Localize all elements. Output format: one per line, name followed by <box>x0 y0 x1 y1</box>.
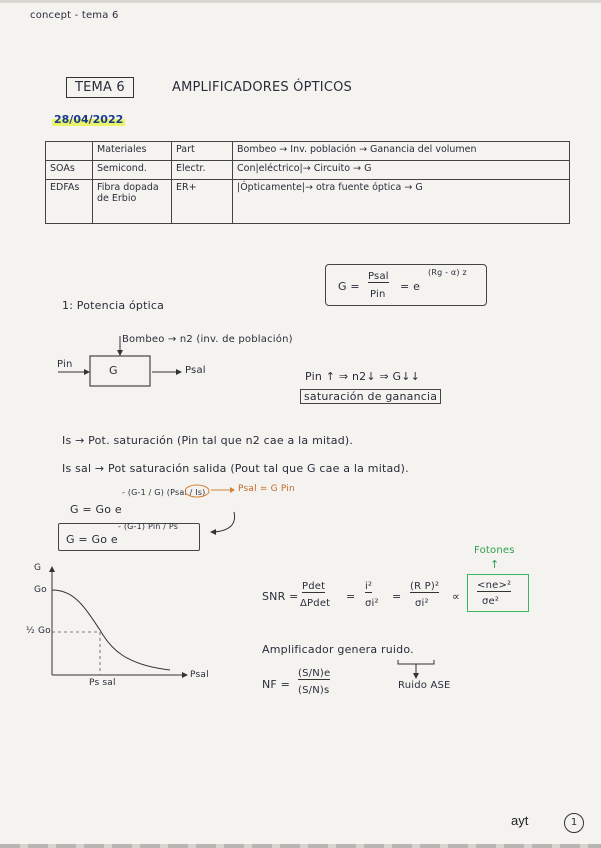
brace-arrowhead <box>413 673 419 679</box>
snr-boxed-num: <ne>² <box>477 580 512 591</box>
page-number: 1 <box>564 813 584 833</box>
diagram-gain: G <box>109 364 118 377</box>
date: 28/04/2022 <box>54 113 124 126</box>
table-header: Bombeo → Inv. población → Ganancia del volumen <box>233 142 570 161</box>
eq2-exp: - (G-1) Pin / Ps <box>118 522 179 531</box>
saturation-chain: Pin ↑ ⇒ n2↓ ⇒ G↓↓ <box>305 370 421 383</box>
nf-lhs: NF = <box>262 678 291 691</box>
snr-proportional: ∝ <box>452 590 461 603</box>
snr-boxed-den: σe² <box>482 596 500 607</box>
snr-frac1-num: Pdet <box>302 581 326 592</box>
table-row <box>46 180 570 224</box>
noise-line: Amplificador genera ruido. <box>262 643 414 656</box>
brace <box>398 660 434 664</box>
gain-block <box>90 356 150 386</box>
table-header <box>46 142 93 161</box>
gain-curve <box>52 590 170 670</box>
snr-lhs: SNR = <box>262 590 299 603</box>
table-cell: |Ópticamente|→ otra fuente óptica → G <box>233 180 570 224</box>
graph-y-top: Go <box>34 585 47 595</box>
table-header: Part <box>172 142 233 161</box>
graph-x-mark: Ps sal <box>89 678 116 688</box>
title-box: TEMA 6 <box>66 77 134 98</box>
top-edge <box>0 0 601 3</box>
pump-label: Bombeo → n2 (inv. de población) <box>122 334 293 345</box>
saturation-label: saturación de ganancia <box>300 389 441 404</box>
eq1-note-arrowhead <box>230 487 235 493</box>
definition-line: Is sal → Pot saturación salida (Pout tal que G cae a la mitad). <box>62 462 409 475</box>
table-cell: ER+ <box>172 180 233 224</box>
gain-formula-lhs: G = <box>338 280 360 293</box>
comparison-table <box>45 141 570 224</box>
snr-frac1-den: ΔPdet <box>300 598 331 609</box>
snr-frac2-den: σi² <box>365 598 379 609</box>
table-cell: Fibra dopada de Erbio <box>93 180 172 224</box>
table-cell: Electr. <box>172 161 233 180</box>
snr-frac3-num: (R P)² <box>410 581 440 592</box>
gain-formula-exp: (Rg - α) z <box>428 268 467 277</box>
x-axis-arrowhead <box>182 672 188 678</box>
snr-frac2-num: i² <box>365 581 373 592</box>
eq1-lhs: G = Go e <box>70 503 122 516</box>
table-header: Materiales <box>93 142 172 161</box>
photons-arrow: ↑ <box>490 558 500 571</box>
nf-den: (S/N)s <box>298 685 330 696</box>
gain-saturation-graph <box>30 560 200 690</box>
noise-brace <box>396 658 436 680</box>
graph-y-label: G <box>34 563 42 573</box>
graph-x-label: Psal <box>190 670 209 680</box>
diagram-output: Psal <box>185 365 206 376</box>
table-row <box>46 161 570 180</box>
eq1-note: Psal = G Pin <box>238 484 295 494</box>
eq1-highlight <box>185 485 209 497</box>
table-cell: SOAs <box>46 161 93 180</box>
diagram-input: Pin <box>57 359 73 370</box>
table-cell: EDFAs <box>46 180 93 224</box>
table-cell: Con|eléctrico|→ Circuito → G <box>233 161 570 180</box>
nf-num: (S/N)e <box>298 668 331 679</box>
block-diagram <box>40 330 280 390</box>
gain-formula-num: Psal <box>368 271 389 282</box>
table-header-row <box>46 142 570 161</box>
header-note: concept - tema 6 <box>30 10 119 21</box>
output-arrowhead <box>176 369 182 375</box>
nf-note: Ruido ASE <box>398 680 451 691</box>
snr-frac3-den: σi² <box>415 598 429 609</box>
table-cell: Semicond. <box>93 161 172 180</box>
gain-formula-den: Pin <box>370 289 386 300</box>
gain-formula-eq: = e <box>400 280 421 293</box>
curved-arrowhead <box>210 529 216 535</box>
curved-arrow <box>214 512 235 532</box>
pump-arrowhead <box>117 350 123 356</box>
bottom-edge <box>0 844 601 848</box>
eq1-exp: - (G-1 / G) (Psal / Is) <box>122 488 206 497</box>
definition-line: Is → Pot. saturación (Pin tal que n2 cae a la mitad). <box>62 434 354 447</box>
graph-y-half: ½ Go <box>26 626 51 636</box>
page-title: AMPLIFICADORES ÓPTICOS <box>172 80 352 95</box>
y-axis-arrowhead <box>49 566 55 572</box>
footer-initials: ayt <box>511 813 529 828</box>
eq-curved-arrow <box>200 508 240 538</box>
photons-label: Fotones <box>474 545 515 556</box>
section-heading: 1: Potencia óptica <box>62 299 165 312</box>
eq2-lhs: G = Go e <box>66 533 118 546</box>
input-arrowhead <box>84 369 90 375</box>
